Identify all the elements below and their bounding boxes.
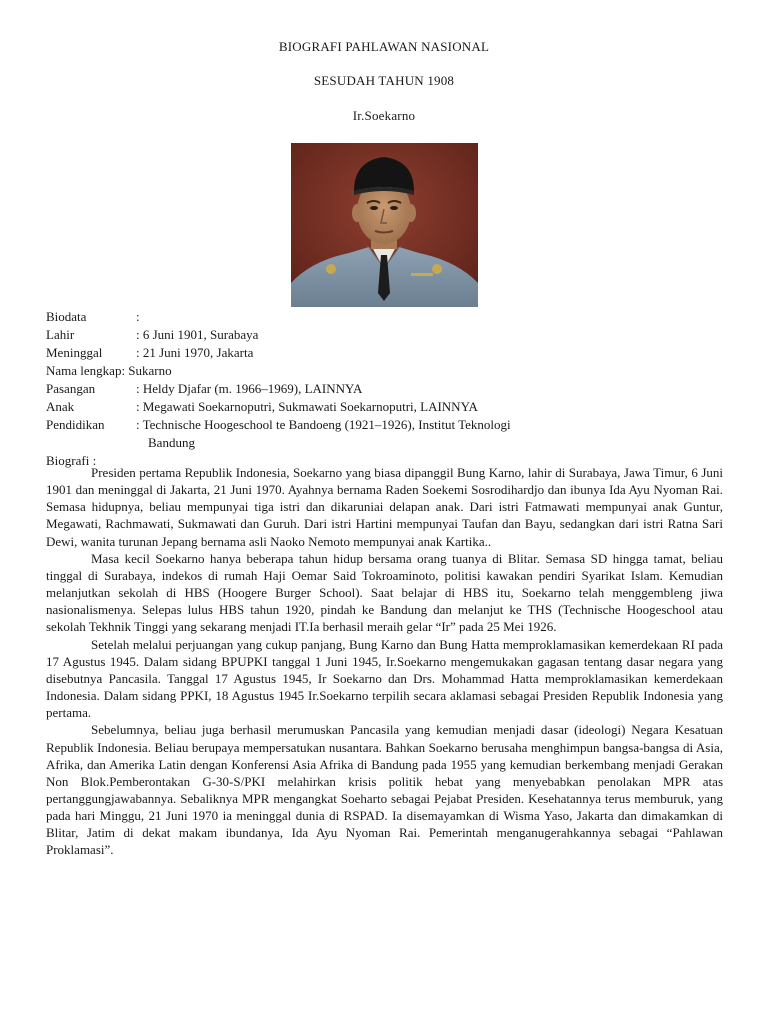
biodata-row-label: Pendidikan <box>46 417 105 432</box>
biodata-row-label: Meninggal <box>46 345 103 360</box>
biodata-colon: : <box>136 309 140 324</box>
biografi-paragraph: Masa kecil Soekarno hanya beberapa tahun hidup bersama orang tuanya di Blitar. Semasa SD hingga tamat, beliau tinggal di Surabaya, indekos di rumah Haji Oemar Said Tokroaminoto, politisi kawakan pendiri Syarikat Islam. Kemudian melanjutkan sekolah di HBS (Hoogere Burger School). Saat belajar di HBS itu, Soekarno telah menggembleng jiwa nasionalismenya. Selepas lulus HBS tahun 1920, pindah ke Bandung dan melanjut ke THS (Technische Hoogeschool atau sekolah Tekhnik Tinggi yang sekarang menjadi IT.Ia berhasil meraih gelar “Ir” pada 25 Mei 1926. <box>46 550 723 635</box>
biodata-row-pendidikan <box>46 416 726 452</box>
document-title: BIOGRAFI PAHLAWAN NASIONAL <box>278 39 490 54</box>
biografi-paragraph: Setelah melalui perjuangan yang cukup panjang, Bung Karno dan Bung Hatta memproklamasikan kemerdekaan RI pada 17 Agustus 1945. Dalam sidang BPUPKI tanggal 1 Juni 1945, Ir.Soekarno mengemukakan gagasan tentang dasar negara yang disebutnya Pancasila. Tanggal 17 Agustus 1945, Ir Soekarno dan Drs. Mohammad Hatta memproklamasikan kemerdekaan Indonesia. Dalam sidang PPKI, 18 Agustus 1945 Ir.Soekarno terpilih secara aklamasi sebagai Presiden Republik Indonesia yang pertama. <box>46 636 723 721</box>
biodata-row-nama-lengkap <box>46 362 726 380</box>
portrait-photo <box>291 143 478 307</box>
biodata-row-value: : 6 Juni 1901, Surabaya <box>136 327 259 342</box>
biodata-row-label: Pasangan <box>46 381 96 396</box>
biografi-body <box>46 464 723 859</box>
biodata-row-value <box>136 416 616 452</box>
biodata-row-label: Anak <box>46 399 75 414</box>
document-subtitle: SESUDAH TAHUN 1908 <box>313 73 455 88</box>
biodata-row-value-line: : Technische Hoogeschool te Bandoeng (1921–1926), Institut Teknologi <box>136 417 511 432</box>
biodata-row-value: : 21 Juni 1970, Jakarta <box>136 345 254 360</box>
biodata-row-label: Lahir <box>46 327 75 342</box>
biodata-row-value: : Heldy Djafar (m. 1966–1969), LAINNYA <box>136 381 363 396</box>
biodata-row-value: : Megawati Soekarnoputri, Sukmawati Soekarnoputri, LAINNYA <box>136 399 478 414</box>
biodata-label: Biodata <box>46 309 87 324</box>
biodata-row-label: Nama lengkap: Sukarno <box>46 363 172 378</box>
portrait-photo-icon <box>291 143 478 307</box>
biodata-row-pasangan <box>46 380 726 398</box>
biodata-row-anak <box>46 398 726 416</box>
biodata-table <box>46 308 726 470</box>
subject-name: Ir.Soekarno <box>352 108 416 123</box>
biografi-label: Biografi : <box>46 453 97 468</box>
biografi-paragraph: Presiden pertama Republik Indonesia, Soekarno yang biasa dipanggil Bung Karno, lahir di Surabaya, Jawa Timur, 6 Juni 1901 dan meninggal di Jakarta, 21 Juni 1970. Ayahnya bernama Raden Soekemi Sosrodihardjo dan ibunya Ida Ayu Nyoman Rai. Semasa hidupnya, beliau mempunyai tiga istri dan dikaruniai delapan anak. Dari istri Fatmawati mempunyai anak Guntur, Megawati, Rachmawati, Sukmawati dan Guruh. Dari istri Hartini mempunyai Taufan dan Bayu, sedangkan dari istri Ratna Sari Dewi, wanita turunan Jepang bernama asli Naoko Nemoto mempunyai anak Kartika.. <box>46 465 723 549</box>
biodata-heading-row <box>46 308 726 326</box>
biografi-paragraph: Sebelumnya, beliau juga berhasil merumuskan Pancasila yang kemudian menjadi dasar (ideologi) Negara Kesatuan Republik Indonesia. Beliau berupaya mempersatukan nusantara. Bahkan Soekarno berusaha menghimpun bangsa-bangsa di Asia, Afrika, dan Amerika Latin dengan Konferensi Asia Afrika di Bandung pada 1955 yang kemudian berkembang menjadi Gerakan Non Blok.Pemberontakan G-30-S/PKI melahirkan krisis politik hebat yang menyebabkan penolakan MPR atas pertanggungjawabannya. Sebaliknya MPR mengangkat Soeharto sebagai Pejabat Presiden. Kesehatannya terus memburuk, yang pada hari Minggu, 21 Juni 1970 ia meninggal dunia di RSPAD. Ia disemayamkan di Wisma Yaso, Jakarta dan dimakamkan di Blitar, Jatim di dekat makam ibundanya, Ida Ayu Nyoman Rai. Pemerintah menganugerahkannya sebagai “Pahlawan Proklamasi”. <box>46 722 723 858</box>
biodata-row-value-continuation: Bandung <box>148 435 195 450</box>
biodata-row-meninggal <box>46 344 726 362</box>
biodata-row-lahir <box>46 326 726 344</box>
